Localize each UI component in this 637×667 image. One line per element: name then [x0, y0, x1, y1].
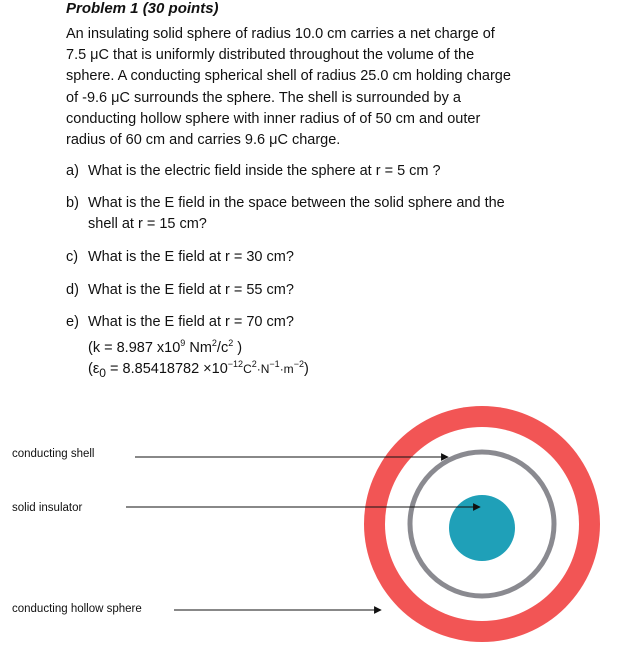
- intro-line: conducting hollow sphere with inner radius of of 50 cm and outer: [66, 110, 481, 127]
- question-label: a): [66, 163, 79, 179]
- intro-line: An insulating solid sphere of radius 10.0 cm carries a net charge of: [66, 26, 495, 42]
- question-text: What is the E field in the space between the solid sphere and the: [88, 195, 505, 211]
- k-constant: (k = 8.987 $x10^9$ $Nm^2/c^2$ ): [88, 338, 243, 356]
- question-label: c): [66, 249, 79, 265]
- question-text: What is the E field at r = 30 cm?: [88, 249, 294, 265]
- epsilon-constant: $(\varepsilon_0 = 8.85418782 \times 10^{-12}C^2\cdot N^{-1}\cdot m^{-2})$: [88, 359, 309, 380]
- question-label: e): [66, 314, 79, 330]
- question-text-cont: shell at r = 15 cm?: [88, 216, 207, 232]
- question-text: What is the E field at r = 70 cm?: [88, 314, 294, 330]
- question-label: d): [66, 282, 79, 298]
- solid-insulator-sphere: [449, 495, 515, 561]
- label-conducting-hollow-sphere: conducting hollow sphere: [12, 603, 142, 615]
- intro-line: sphere. A conducting spherical shell of radius 25.0 cm holding charge: [66, 68, 511, 85]
- intro-line: of -9.6 μC surrounds the sphere. The shell is surrounded by a: [66, 89, 461, 106]
- intro-line: 7.5 μC that is uniformly distributed throughout the volume of the: [66, 47, 475, 64]
- problem-title: Problem 1 (30 points): [66, 0, 219, 17]
- intro-line: radius of 60 cm and carries 9.6 μC charge.: [66, 132, 341, 149]
- label-solid-insulator: solid insulator: [12, 502, 83, 514]
- question-text: What is the E field at r = 55 cm?: [88, 282, 294, 298]
- label-conducting-shell: conducting shell: [12, 448, 95, 460]
- question-label: b): [66, 195, 79, 211]
- question-text: What is the electric field inside the sphere at r = 5 cm ?: [88, 163, 441, 179]
